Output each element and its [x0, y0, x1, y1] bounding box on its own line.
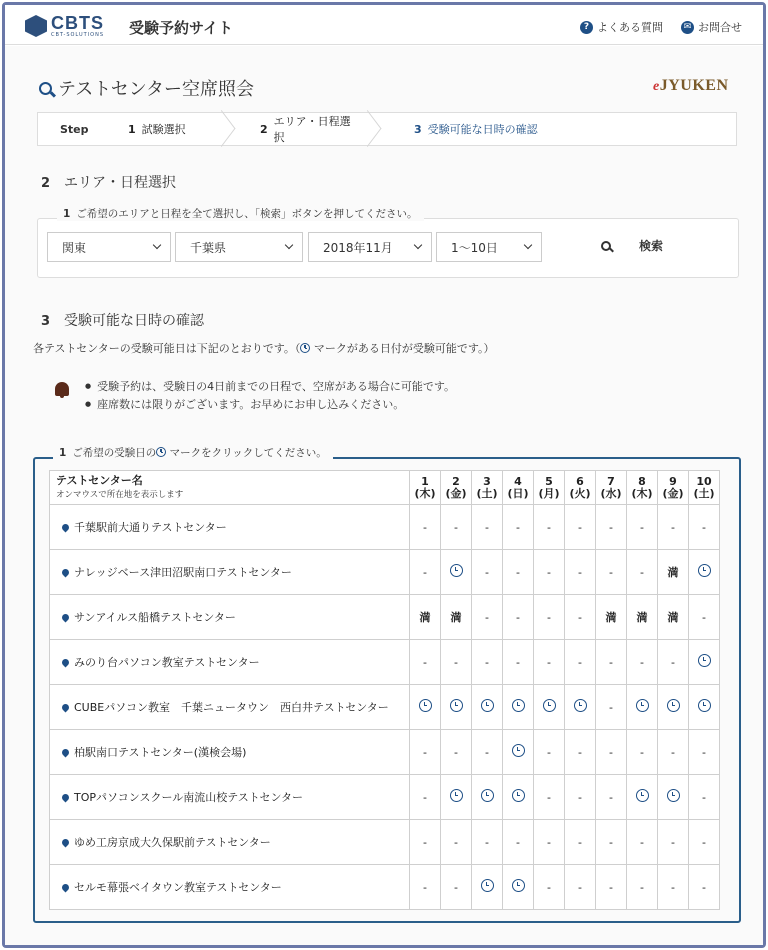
section-3-num: 3: [41, 314, 51, 329]
full-slot-cell: 満: [596, 595, 627, 640]
unavailable-slot-cell: -: [689, 775, 720, 820]
day-column-header: [689, 471, 720, 505]
full-slot-cell: 満: [658, 595, 689, 640]
unavailable-slot-cell: -: [410, 865, 441, 910]
unavailable-slot-cell: -: [503, 505, 534, 550]
unavailable-slot-cell: -: [410, 505, 441, 550]
clock-icon[interactable]: [636, 789, 649, 802]
region-value: 関東: [62, 240, 87, 255]
available-slot-cell[interactable]: [503, 685, 534, 730]
clock-icon[interactable]: [698, 564, 711, 577]
test-center-name[interactable]: [50, 865, 410, 910]
logo-text: CBTS: [51, 13, 104, 33]
day-number: 6: [576, 474, 584, 488]
day-column-header: [472, 471, 503, 505]
available-slot-cell[interactable]: [534, 685, 565, 730]
available-slot-cell[interactable]: [627, 775, 658, 820]
unavailable-slot-cell: -: [627, 550, 658, 595]
day-weekday: (土): [476, 486, 498, 500]
unavailable-slot-cell: -: [472, 640, 503, 685]
ejuken-logo: [653, 77, 729, 95]
day-column-header: [658, 471, 689, 505]
date-range-select[interactable]: [436, 232, 542, 262]
search-icon: [39, 82, 52, 95]
available-slot-cell[interactable]: [503, 775, 534, 820]
section-3-title: [41, 310, 204, 330]
day-column-header: [410, 471, 441, 505]
step-3: [382, 113, 568, 145]
site-title: 受験予約サイト: [129, 19, 233, 37]
unavailable-slot-cell: -: [565, 865, 596, 910]
unavailable-slot-cell: -: [503, 550, 534, 595]
top-header: [5, 5, 763, 45]
ejuken-logo-e: e: [653, 79, 660, 94]
question-icon: ?: [580, 21, 593, 34]
unavailable-slot-cell: -: [689, 820, 720, 865]
unavailable-slot-cell: -: [534, 595, 565, 640]
availability-description: [33, 340, 495, 356]
chevron-right-icon: [222, 113, 236, 145]
unavailable-slot-cell: -: [627, 865, 658, 910]
test-center-label: セルモ幕張ベイタウン教室テストセンター: [74, 881, 282, 894]
logo-subtext: CBT-SOLUTIONS: [51, 32, 105, 38]
unavailable-slot-cell: -: [534, 820, 565, 865]
section-3-title-text: 受験可能な日時の確認: [64, 313, 205, 329]
unavailable-slot-cell: -: [534, 775, 565, 820]
unavailable-slot-cell: -: [689, 595, 720, 640]
page-title: [39, 75, 254, 101]
available-slot-cell[interactable]: [441, 775, 472, 820]
table-row: [50, 820, 720, 865]
test-center-name[interactable]: [50, 640, 410, 685]
available-slot-cell[interactable]: [441, 685, 472, 730]
month-value: 2018年11月: [323, 240, 393, 255]
unavailable-slot-cell: -: [689, 505, 720, 550]
day-number: 7: [607, 474, 615, 488]
available-slot-cell[interactable]: [689, 685, 720, 730]
full-slot-cell: 満: [658, 550, 689, 595]
day-column-header: [534, 471, 565, 505]
section-2-num: 2: [41, 176, 51, 191]
test-center-label: TOPパソコンスクール南流山校テストセンター: [74, 791, 304, 804]
available-slot-cell[interactable]: [472, 865, 503, 910]
unavailable-slot-cell: -: [503, 820, 534, 865]
unavailable-slot-cell: -: [410, 775, 441, 820]
clock-icon[interactable]: [481, 699, 494, 712]
unavailable-slot-cell: -: [503, 640, 534, 685]
unavailable-slot-cell: -: [627, 820, 658, 865]
test-center-name[interactable]: [50, 550, 410, 595]
unavailable-slot-cell: -: [658, 820, 689, 865]
full-slot-cell: 満: [627, 595, 658, 640]
unavailable-slot-cell: -: [534, 505, 565, 550]
mail-icon: ✉: [681, 21, 694, 34]
day-number: 8: [638, 474, 646, 488]
caption-num: 1: [63, 208, 71, 220]
day-weekday: (水): [600, 486, 622, 500]
unavailable-slot-cell: -: [596, 865, 627, 910]
desc-before: 各テストセンターの受験可能日は下記のとおりです。（: [33, 342, 301, 355]
clock-icon[interactable]: [543, 699, 556, 712]
unavailable-slot-cell: -: [658, 505, 689, 550]
clock-icon[interactable]: [698, 654, 711, 667]
unavailable-slot-cell: -: [410, 730, 441, 775]
day-column-header: [441, 471, 472, 505]
test-center-label: ゆめ工房京成大久保駅前テストセンター: [74, 836, 271, 849]
clock-icon[interactable]: [512, 789, 525, 802]
unavailable-slot-cell: -: [658, 865, 689, 910]
unavailable-slot-cell: -: [627, 640, 658, 685]
name-header-sub: オンマウスで所在地を表示します: [56, 489, 184, 500]
clock-icon[interactable]: [574, 699, 587, 712]
location-pin-icon: [61, 658, 71, 668]
clock-icon[interactable]: [419, 699, 432, 712]
step-1-label: 試験選択: [141, 123, 186, 136]
available-slot-cell[interactable]: [627, 685, 658, 730]
unavailable-slot-cell: -: [596, 730, 627, 775]
table-header-row: [50, 471, 720, 505]
unavailable-slot-cell: -: [441, 865, 472, 910]
unavailable-slot-cell: -: [534, 550, 565, 595]
day-number: 9: [669, 474, 677, 488]
clock-icon[interactable]: [450, 699, 463, 712]
table-row: [50, 550, 720, 595]
day-column-header: [565, 471, 596, 505]
faq-link[interactable]: [580, 19, 663, 35]
test-center-name[interactable]: [50, 820, 410, 865]
unavailable-slot-cell: -: [565, 595, 596, 640]
unavailable-slot-cell: -: [658, 730, 689, 775]
full-slot-cell: 満: [410, 595, 441, 640]
chevron-down-icon: [153, 241, 161, 249]
unavailable-slot-cell: -: [472, 820, 503, 865]
test-center-name[interactable]: [50, 505, 410, 550]
unavailable-slot-cell: -: [565, 730, 596, 775]
day-column-header: [627, 471, 658, 505]
day-weekday: (土): [693, 486, 715, 500]
day-weekday: (火): [569, 486, 591, 500]
bell-icon: [55, 382, 69, 396]
clock-icon[interactable]: [698, 699, 711, 712]
date-range-value: 1〜10日: [451, 240, 498, 255]
unavailable-slot-cell: -: [472, 730, 503, 775]
unavailable-slot-cell: -: [596, 550, 627, 595]
available-slot-cell[interactable]: [441, 550, 472, 595]
unavailable-slot-cell: -: [596, 820, 627, 865]
unavailable-slot-cell: -: [534, 865, 565, 910]
available-slot-cell[interactable]: [689, 550, 720, 595]
name-column-header: [50, 471, 410, 505]
day-weekday: (金): [445, 486, 467, 500]
step-1-num: 1: [128, 122, 136, 136]
clock-icon[interactable]: [481, 789, 494, 802]
day-number: 4: [514, 474, 522, 488]
step-head: Step: [60, 122, 89, 136]
unavailable-slot-cell: -: [596, 685, 627, 730]
test-center-label: ナレッジベース津田沼駅南口テストセンター: [74, 566, 292, 579]
table-row: [50, 685, 720, 730]
unavailable-slot-cell: -: [472, 505, 503, 550]
unavailable-slot-cell: -: [410, 820, 441, 865]
test-center-label: CUBEパソコン教室 千葉ニュータウン 西白井テストセンター: [74, 701, 389, 714]
chevron-down-icon: [285, 241, 293, 249]
note-item: ● 受験予約は、受験日の4日前までの日程で、空席がある場合に可能です。: [85, 378, 455, 394]
step-breadcrumb: [37, 112, 737, 146]
table-caption-before: ご希望の受験日の: [72, 447, 157, 459]
caption-text: ご希望のエリアと日程を全て選択し、「検索」ボタンを押してください。: [76, 208, 418, 220]
unavailable-slot-cell: -: [689, 865, 720, 910]
location-pin-icon: [61, 793, 71, 803]
clock-icon[interactable]: [512, 744, 525, 757]
main-content: [5, 46, 763, 945]
step-3-label: 受験可能な日時の確認: [427, 123, 538, 136]
search-panel-caption: [57, 206, 424, 221]
clock-icon: [300, 343, 310, 353]
step-2-label: エリア・日程選択: [273, 115, 351, 144]
available-slot-cell[interactable]: [565, 685, 596, 730]
location-pin-icon: [61, 523, 71, 533]
clock-icon[interactable]: [667, 699, 680, 712]
clock-icon[interactable]: [481, 879, 494, 892]
cube-logo-icon: [25, 15, 47, 37]
table-row: [50, 505, 720, 550]
day-number: 5: [545, 474, 553, 488]
clock-icon[interactable]: [450, 789, 463, 802]
unavailable-slot-cell: -: [658, 640, 689, 685]
clock-icon[interactable]: [667, 789, 680, 802]
contact-link[interactable]: [681, 19, 742, 35]
cbts-logo[interactable]: [25, 14, 104, 38]
chevron-down-icon: [524, 241, 532, 249]
full-slot-cell: 満: [441, 595, 472, 640]
chevron-right-icon: [368, 113, 382, 145]
table-row: [50, 595, 720, 640]
unavailable-slot-cell: -: [627, 730, 658, 775]
clock-icon: [156, 447, 166, 457]
unavailable-slot-cell: -: [441, 505, 472, 550]
available-slot-cell[interactable]: [503, 865, 534, 910]
unavailable-slot-cell: -: [441, 730, 472, 775]
chevron-down-icon: [414, 241, 422, 249]
step-2[interactable]: [236, 113, 382, 145]
faq-label: よくある質問: [597, 21, 663, 34]
test-center-label: みのり台パソコン教室テストセンター: [74, 656, 260, 669]
unavailable-slot-cell: -: [503, 595, 534, 640]
location-pin-icon: [61, 703, 71, 713]
test-center-label: サンアイルス船橋テストセンター: [74, 611, 236, 624]
unavailable-slot-cell: -: [441, 640, 472, 685]
test-center-name[interactable]: [50, 685, 410, 730]
test-center-name[interactable]: [50, 730, 410, 775]
ejuken-logo-text: JYUKEN: [659, 77, 729, 94]
search-button-label: 検索: [639, 239, 664, 253]
unavailable-slot-cell: -: [565, 640, 596, 685]
unavailable-slot-cell: -: [689, 730, 720, 775]
day-weekday: (木): [631, 486, 653, 500]
step-3-num: 3: [414, 122, 422, 136]
page-title-text: テストセンター空席照会: [58, 79, 255, 100]
section-2-title-text: エリア・日程選択: [64, 175, 177, 191]
test-center-name[interactable]: [50, 775, 410, 820]
location-pin-icon: [61, 838, 71, 848]
unavailable-slot-cell: -: [534, 640, 565, 685]
location-pin-icon: [61, 568, 71, 578]
desc-after: マークがある日付が受験可能です。）: [310, 342, 495, 355]
search-button[interactable]: [601, 237, 663, 254]
location-pin-icon: [61, 883, 71, 893]
clock-icon[interactable]: [450, 564, 463, 577]
day-number: 1: [421, 474, 429, 488]
available-slot-cell[interactable]: [410, 685, 441, 730]
search-icon: [601, 241, 611, 251]
unavailable-slot-cell: -: [410, 640, 441, 685]
table-row: [50, 865, 720, 910]
table-row: [50, 775, 720, 820]
unavailable-slot-cell: -: [565, 550, 596, 595]
test-center-label: 千葉駅前大通りテストセンター: [74, 521, 227, 534]
note-item: ● 座席数には限りがございます。お早めにお申し込みください。: [85, 396, 404, 412]
unavailable-slot-cell: -: [596, 775, 627, 820]
day-column-header: [503, 471, 534, 505]
clock-icon[interactable]: [512, 879, 525, 892]
day-number: 2: [452, 474, 460, 488]
clock-icon[interactable]: [636, 699, 649, 712]
available-slot-cell[interactable]: [503, 730, 534, 775]
test-center-label: 柏駅南口テストセンター(漢検会場): [74, 746, 247, 759]
table-row: [50, 730, 720, 775]
month-select[interactable]: [308, 232, 432, 262]
day-weekday: (木): [414, 486, 436, 500]
table-caption-after: マークをクリックしてください。: [166, 447, 327, 459]
step-1[interactable]: [128, 113, 236, 145]
region-select[interactable]: [47, 232, 171, 262]
unavailable-slot-cell: -: [565, 820, 596, 865]
table-caption-num: 1: [59, 447, 67, 459]
available-slot-cell[interactable]: [658, 685, 689, 730]
unavailable-slot-cell: -: [410, 550, 441, 595]
unavailable-slot-cell: -: [596, 505, 627, 550]
table-caption: [53, 445, 333, 460]
test-center-name[interactable]: [50, 595, 410, 640]
section-2-title: [41, 172, 176, 192]
location-pin-icon: [61, 613, 71, 623]
unavailable-slot-cell: -: [441, 820, 472, 865]
available-slot-cell[interactable]: [689, 640, 720, 685]
available-slot-cell[interactable]: [472, 685, 503, 730]
contact-label: お問合せ: [698, 21, 742, 34]
table-row: [50, 640, 720, 685]
unavailable-slot-cell: -: [565, 775, 596, 820]
unavailable-slot-cell: -: [596, 640, 627, 685]
unavailable-slot-cell: -: [534, 730, 565, 775]
availability-table: [49, 470, 720, 910]
name-header-text: テストセンター名: [56, 473, 143, 487]
day-weekday: (金): [662, 486, 684, 500]
day-number: 3: [483, 474, 491, 488]
available-slot-cell[interactable]: [472, 775, 503, 820]
prefecture-select[interactable]: [175, 232, 303, 262]
step-2-num: 2: [260, 122, 268, 136]
day-weekday: (日): [507, 486, 529, 500]
clock-icon[interactable]: [512, 699, 525, 712]
available-slot-cell[interactable]: [658, 775, 689, 820]
day-column-header: [596, 471, 627, 505]
unavailable-slot-cell: -: [565, 505, 596, 550]
day-number: 10: [696, 474, 712, 488]
prefecture-value: 千葉県: [190, 240, 227, 255]
unavailable-slot-cell: -: [472, 595, 503, 640]
unavailable-slot-cell: -: [627, 505, 658, 550]
location-pin-icon: [61, 748, 71, 758]
day-weekday: (月): [538, 486, 560, 500]
unavailable-slot-cell: -: [472, 550, 503, 595]
